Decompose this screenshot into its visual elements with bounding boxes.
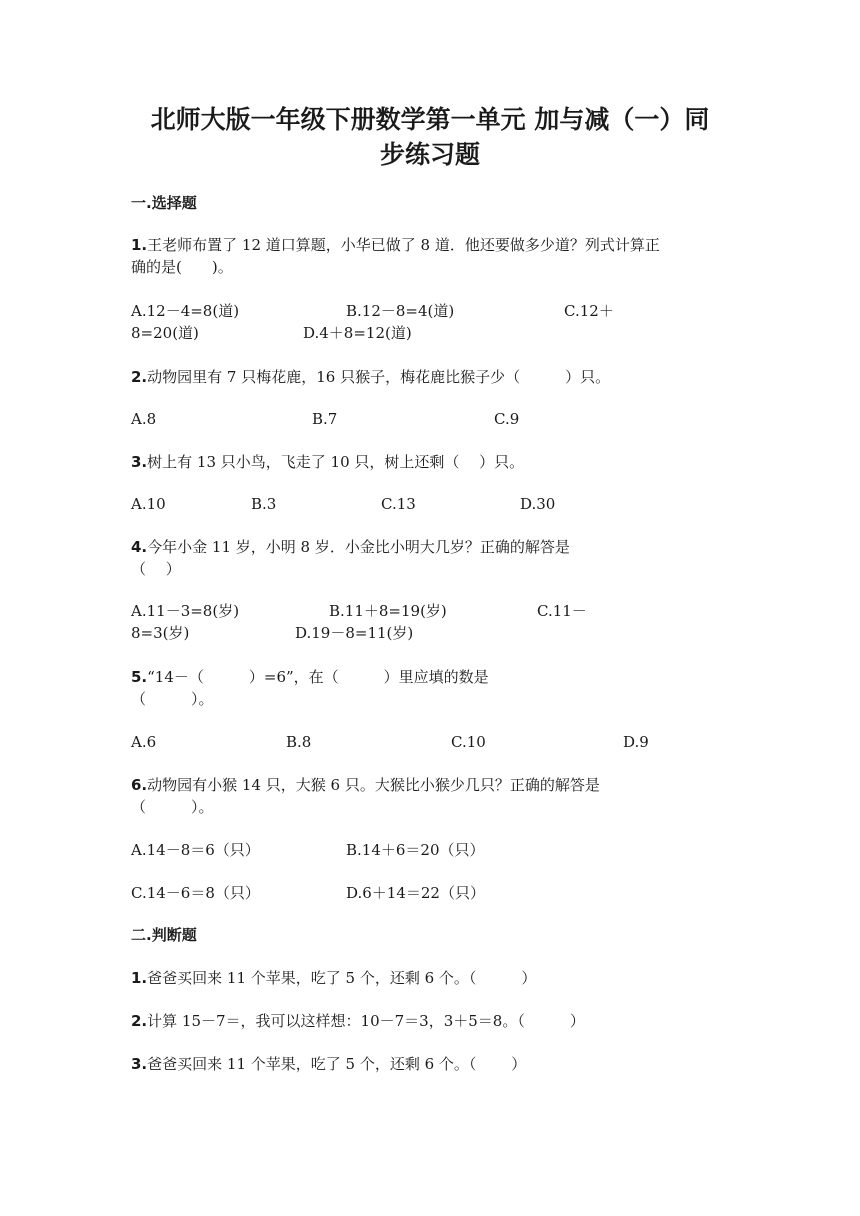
question-3 [131,451,731,473]
option-c: C.14－6＝8（只） [131,884,260,902]
option-d: D.9 [623,733,649,751]
option-b: B.7 [312,410,338,428]
question-number: 2. [131,368,148,386]
option-c: C.11－ [537,602,587,620]
option-c-cont: 8=3(岁) [131,624,190,642]
question-text: 动物园里有 7 只梅花鹿，16 只猴子，梅花鹿比猴子少（ ）只。 [147,368,611,386]
section-heading-judgement: 二.判断题 [131,926,197,944]
option-a: A.11－3=8(岁) [131,602,240,620]
question-5 [131,666,731,710]
option-b: B.3 [251,495,277,513]
question-text-cont: （ ）。 [131,690,214,708]
question-4 [131,536,731,580]
option-a: A.6 [131,733,157,751]
option-d: D.6＋14＝22（只） [346,884,485,902]
question-text-cont: （ ） [131,560,181,578]
title-line-1: 北师大版一年级下册数学第一单元 加与减（一）同 [150,105,710,134]
option-c-cont: 8=20(道) [131,324,199,342]
question-1 [131,234,731,278]
option-d: D.30 [520,495,556,513]
judgement-3 [131,1053,731,1075]
question-6 [131,774,731,818]
option-b: B.11＋8=19(岁) [329,602,447,620]
question-2 [131,366,731,388]
question-number: 6. [131,776,148,794]
option-c: C.13 [381,495,416,513]
page-title [100,102,760,172]
question-number: 1. [131,236,148,254]
judgement-1 [131,967,731,989]
question-number: 4. [131,538,148,556]
question-number: 3. [131,1055,148,1073]
option-b: B.8 [286,733,312,751]
question-text-cont: （ ）。 [131,798,214,816]
option-c: C.12＋ [564,302,614,320]
section-heading-choice: 一.选择题 [131,194,197,212]
option-c: C.9 [494,410,520,428]
question-text: 计算 15－7＝，我可以这样想：10－7＝3，3＋5＝8。（ ） [147,1012,585,1030]
option-d: D.4＋8=12(道) [303,324,412,342]
question-text: 爸爸买回来 11 个苹果，吃了 5 个，还剩 6 个。（ ） [147,969,537,987]
option-b: B.14＋6＝20（只） [346,841,485,859]
question-number: 5. [131,668,148,686]
option-d: D.19－8=11(岁) [295,624,414,642]
option-a: A.12－4=8(道) [131,302,240,320]
option-b: B.12－8=4(道) [346,302,455,320]
question-text: 树上有 13 只小鸟，飞走了 10 只，树上还剩（ ）只。 [147,453,525,471]
option-a: A.14－8＝6（只） [131,841,260,859]
question-text: 动物园有小猴 14 只，大猴 6 只。大猴比小猴少几只？正确的解答是 [147,776,600,794]
option-a: A.8 [131,410,157,428]
title-line-2: 步练习题 [379,140,480,169]
option-c: C.10 [451,733,486,751]
question-number: 1. [131,969,148,987]
question-number: 2. [131,1012,148,1030]
question-number: 3. [131,453,148,471]
question-text: “14－（ ）=6”，在（ ）里应填的数是 [147,668,489,686]
question-text-cont: 确的是( )。 [131,258,233,276]
question-text: 王老师布置了 12 道口算题，小华已做了 8 道．他还要做多少道？列式计算正 [147,236,660,254]
judgement-2 [131,1010,731,1032]
question-text: 爸爸买回来 11 个苹果，吃了 5 个，还剩 6 个。（ ） [147,1055,527,1073]
question-text: 今年小金 11 岁，小明 8 岁．小金比小明大几岁？正确的解答是 [147,538,570,556]
option-a: A.10 [131,495,166,513]
